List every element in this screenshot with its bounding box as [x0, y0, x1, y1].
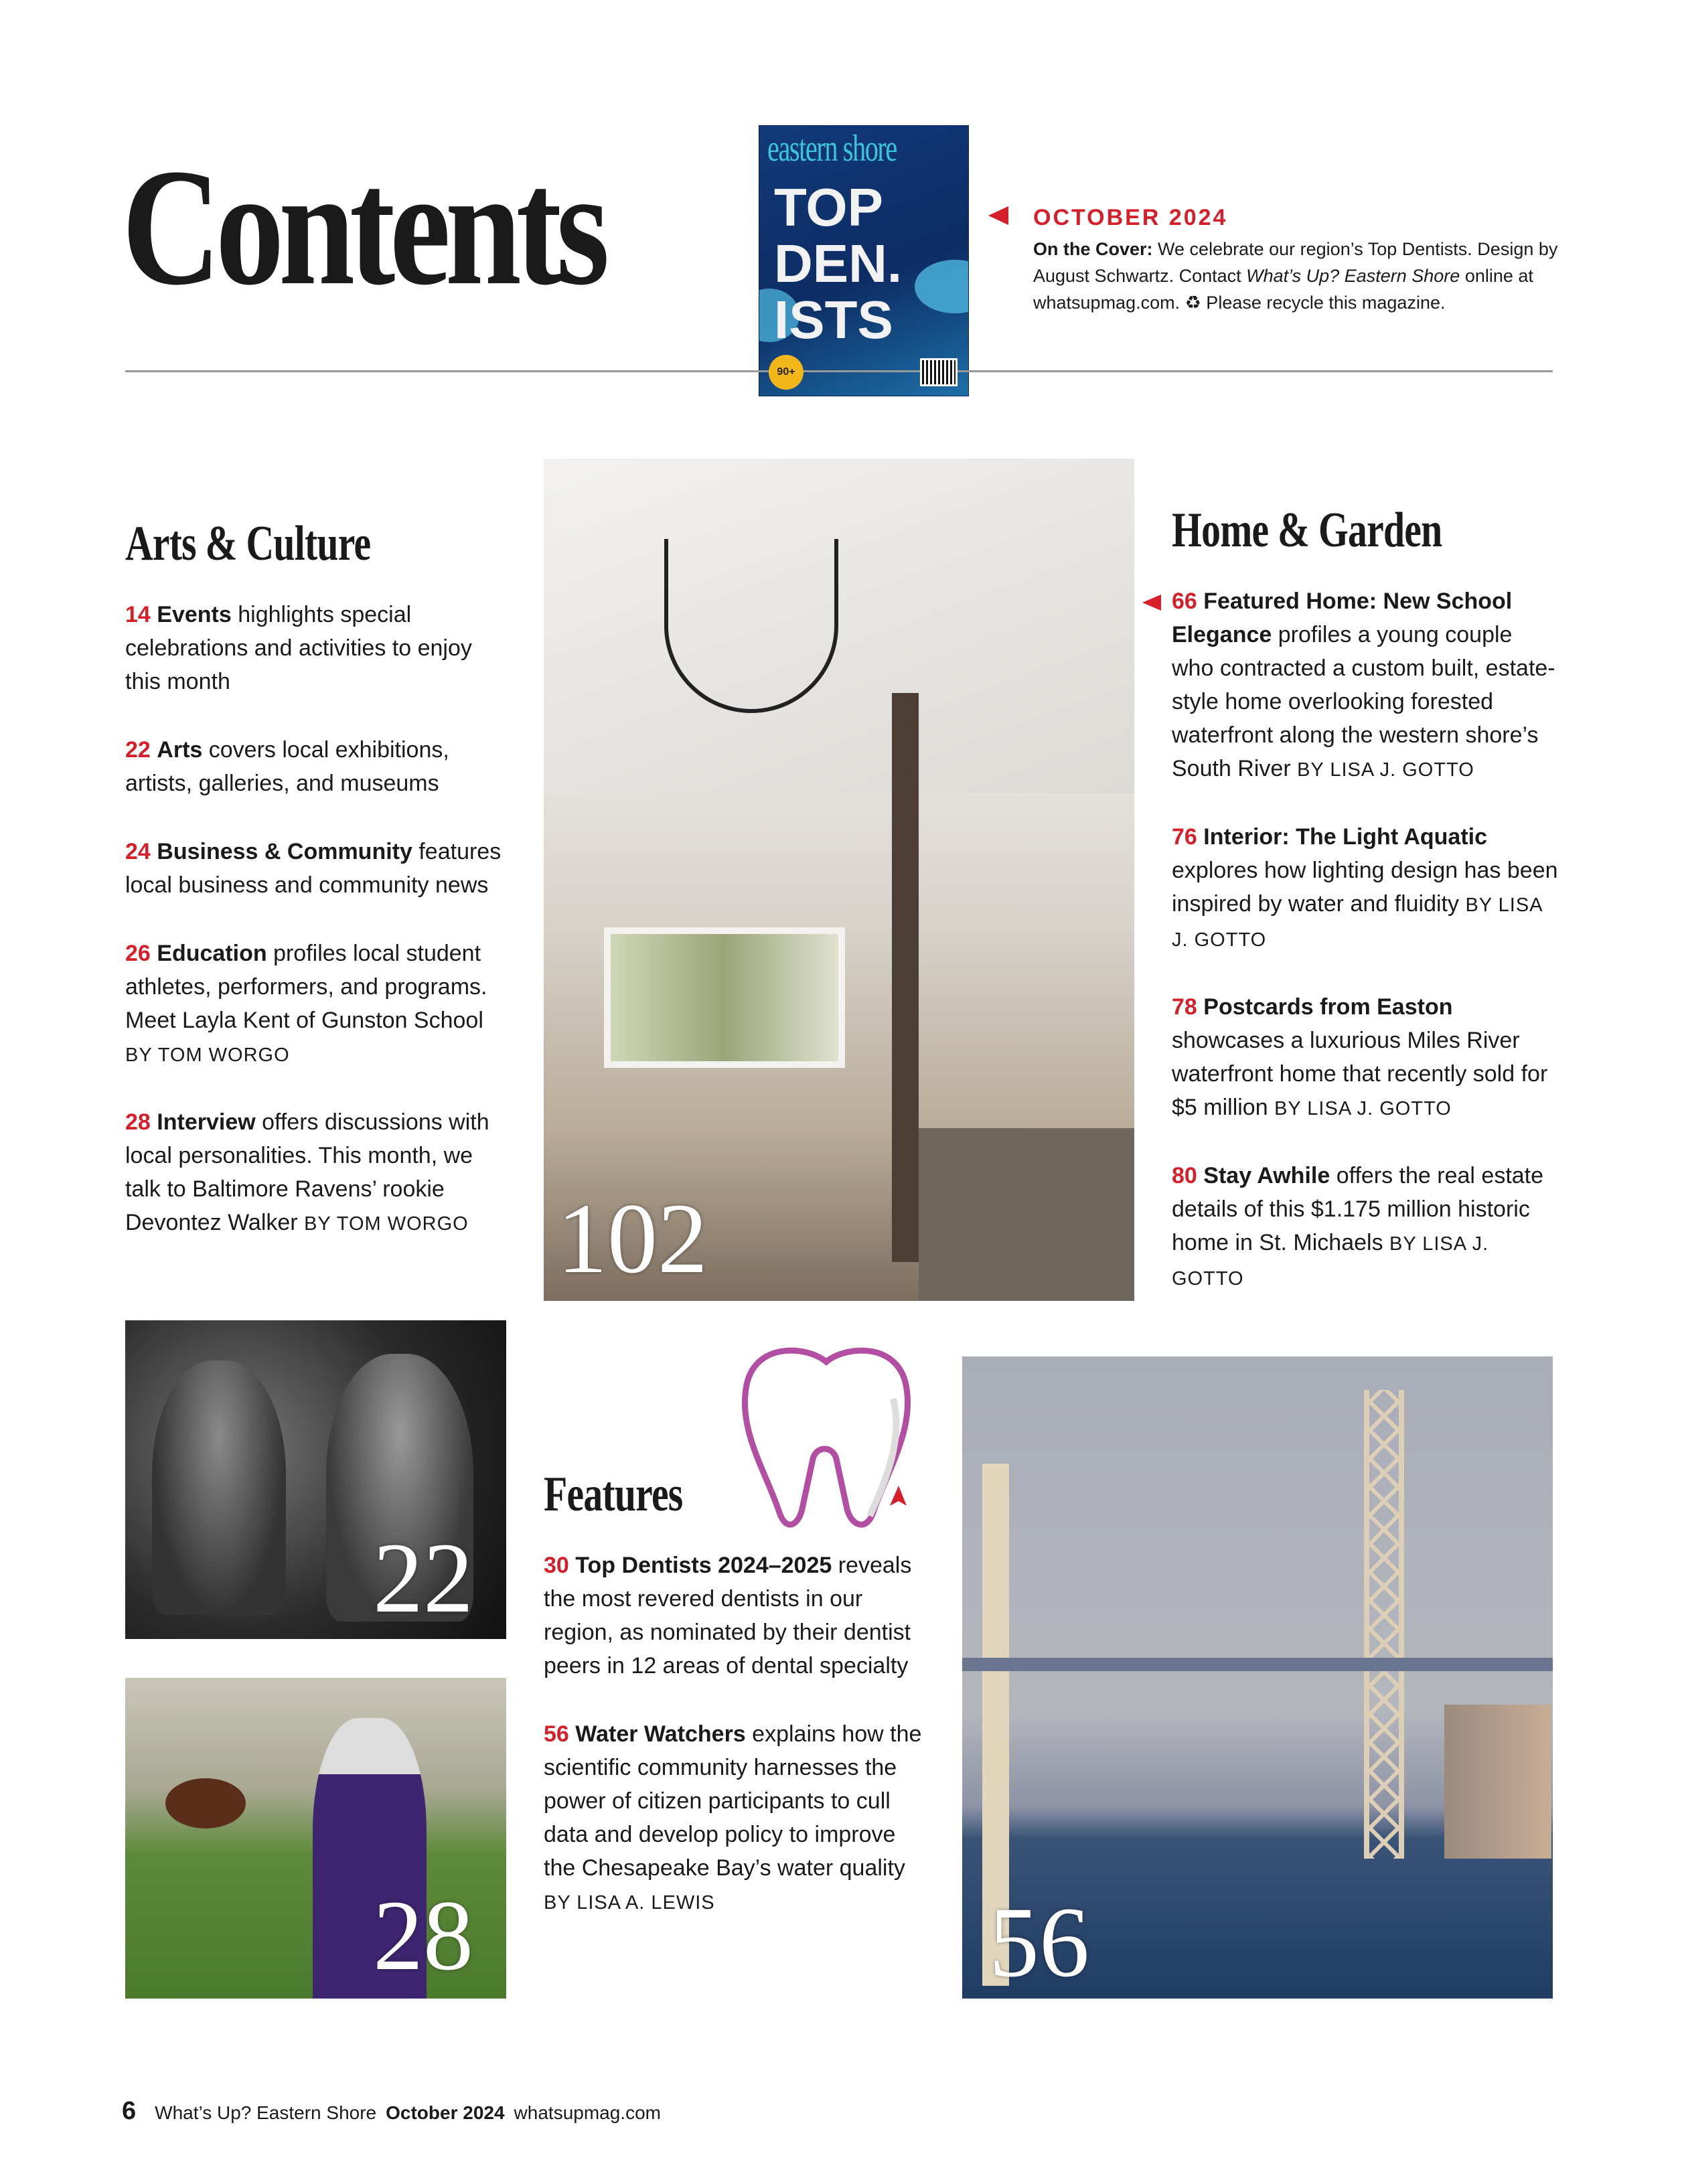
toc-entry-title: Education [157, 941, 267, 966]
cover-note [1033, 236, 1562, 316]
toc-page-number: 24 [125, 839, 151, 864]
toc-page-number: 66 [1172, 589, 1197, 614]
toc-entry-description: showcases a luxurious Miles River waterfront home that recently sold for $5 million [1172, 1028, 1548, 1120]
section-heading: Arts & Culture [125, 516, 371, 571]
toc-page-number: 14 [125, 602, 151, 627]
footer [122, 2097, 661, 2126]
toc-byline: BY LISA J. GOTTO [1297, 759, 1474, 781]
toc-entry-title: Business & Community [157, 839, 412, 864]
toc-entry-title: Events [157, 602, 232, 627]
features-section [544, 1466, 932, 1953]
toc-entry-title: Interview [157, 1109, 256, 1135]
boxing-photo [125, 1320, 506, 1639]
toc-byline: BY LISA A. LEWIS [544, 1892, 715, 1914]
home-garden-section [1172, 502, 1560, 1329]
toc-page-number: 56 [544, 1721, 569, 1747]
cover-note-text: online at whatsupmag.com. ♻ Please recycle this magazine. [1033, 266, 1533, 313]
toc-entry-title: Stay Awhile [1203, 1163, 1330, 1188]
toc-page-number: 26 [125, 941, 151, 966]
toc-page-number: 78 [1172, 994, 1197, 1020]
toc-entry-description: covers local exhibitions, artists, galleries, and museums [125, 737, 449, 796]
toc-page-number: 28 [125, 1109, 151, 1135]
toc-page-number: 22 [125, 737, 151, 763]
toc-entry-description: explores how lighting design has been inspired by water and fluidity [1172, 858, 1558, 917]
toc-entry-title: Water Watchers [575, 1721, 746, 1747]
toc-entry-description: reveals the most revered dentists in our region, as nominated by their dentist peers in 12 areas of dental specialty [544, 1553, 912, 1679]
page-number-overlay: 28 [373, 1880, 473, 1991]
toc-byline: BY LISA J. GOTTO [1172, 1233, 1489, 1290]
toc-entry-description: profiles local student athletes, performers, and programs. Meet Layla Kent of Gunston School [125, 941, 487, 1033]
toc-entry[interactable] [1172, 1159, 1560, 1296]
header-divider [125, 370, 1553, 372]
toc-entry-description: highlights special celebrations and activities to enjoy this month [125, 602, 472, 694]
issue-date: OCTOBER 2024 [1033, 205, 1228, 230]
toc-entry[interactable] [125, 733, 514, 801]
toc-entry[interactable] [125, 598, 514, 700]
toc-entry[interactable] [1172, 990, 1560, 1125]
toc-page-number: 30 [544, 1553, 569, 1578]
toc-byline: BY LISA J. GOTTO [1172, 894, 1542, 951]
page-number: 6 [122, 2097, 137, 2125]
toc-page-number: 80 [1172, 1163, 1197, 1188]
football-photo [125, 1678, 506, 1999]
page-number-overlay: 102 [557, 1183, 708, 1294]
toc-entry-description: offers discussions with local personalities. This month, we talk to Baltimore Ravens’ rookie Devontez Walker [125, 1109, 489, 1235]
cover-note-text: We celebrate our region’s Top Dentists. Design by August Schwartz. Contact [1033, 239, 1558, 286]
toc-byline: BY TOM WORGO [304, 1213, 469, 1235]
section-heading: Home & Garden [1172, 503, 1442, 558]
toc-entry[interactable] [125, 937, 514, 1072]
footer-site: whatsupmag.com [514, 2102, 661, 2123]
bedroom-photo [544, 459, 1134, 1301]
toc-entry-description: features local business and community news [125, 839, 502, 898]
footer-publication: What’s Up? Eastern Shore [155, 2102, 377, 2123]
footer-issue: October 2024 [386, 2102, 505, 2123]
arrow-pointer-icon [1142, 595, 1161, 611]
toc-entry-title: Interior: The Light Aquatic [1203, 824, 1488, 850]
cover-note-label: On the Cover: [1033, 239, 1153, 259]
toc-entry-title: Postcards from Easton [1203, 994, 1453, 1020]
toc-entry-title: Arts [157, 737, 203, 763]
toc-entry-title: Top Dentists 2024–2025 [575, 1553, 832, 1578]
bridge-photo [962, 1356, 1553, 1999]
toc-byline: BY LISA J. GOTTO [1274, 1098, 1452, 1119]
cover-glove [915, 260, 969, 313]
page-number-overlay: 56 [989, 1887, 1089, 1998]
page-title: Contents [122, 135, 605, 320]
toc-entry[interactable] [125, 1105, 514, 1241]
toc-entry-description: explains how the scientific community harnesses the power of citizen participants to cull data and develop policy to improve the Chesapeake Bay’s water quality [544, 1721, 922, 1881]
toc-entry[interactable] [544, 1549, 932, 1684]
toc-entry[interactable] [544, 1717, 932, 1920]
page-number-overlay: 22 [373, 1523, 473, 1634]
cover-badge: 90+ [769, 355, 804, 390]
toc-page-number: 76 [1172, 824, 1197, 850]
toc-entry-title: Featured Home: New School Elegance [1172, 589, 1513, 647]
toc-entry[interactable] [1172, 584, 1560, 787]
toc-entry-description: profiles a young couple who contracted a custom built, estate-style home overlooking forested waterfront along the western shore’s South River [1172, 622, 1555, 781]
toc-entry[interactable] [1172, 820, 1560, 957]
section-heading: Features [544, 1467, 683, 1522]
barcode [920, 358, 958, 386]
toc-entry-description: offers the real estate details of this $1.175 million historic home in St. Michaels [1172, 1163, 1544, 1255]
arts-culture-section [125, 516, 514, 1274]
arrow-pointer-icon [988, 206, 1008, 225]
toc-byline: BY TOM WORGO [125, 1044, 290, 1066]
magazine-cover-image [759, 125, 969, 396]
cover-masthead: eastern shore [767, 128, 897, 169]
publication-name: What’s Up? Eastern Shore [1246, 266, 1460, 286]
cover-headline: TOP DEN. ISTS [774, 177, 903, 349]
toc-entry[interactable] [125, 835, 514, 903]
